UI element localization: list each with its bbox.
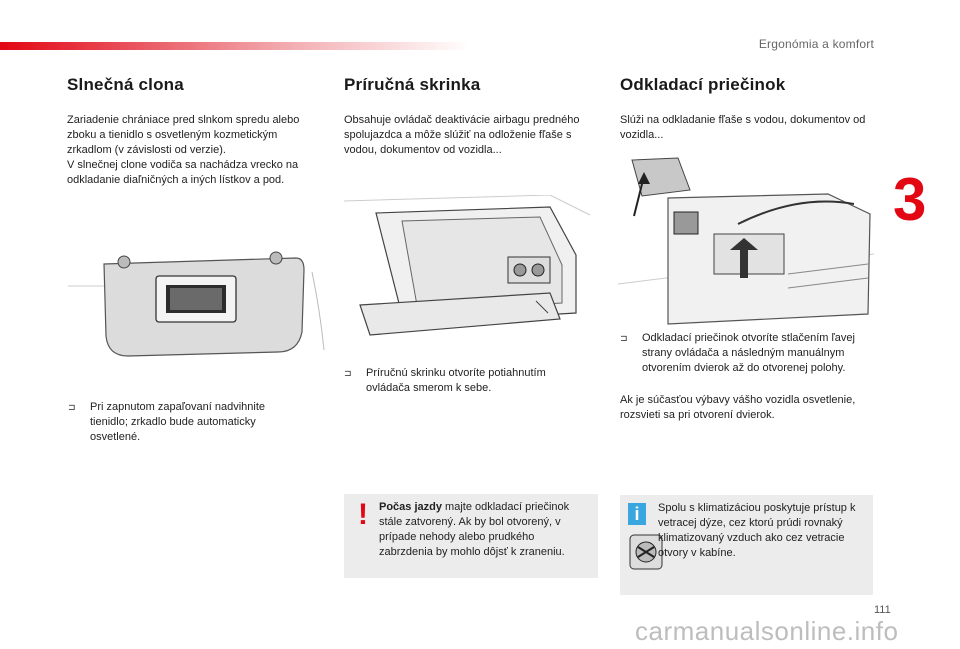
bullet-icon: ⊐ bbox=[68, 402, 76, 412]
warning-bold-text: Počas jazdy bbox=[379, 501, 442, 513]
warning-text bbox=[379, 500, 589, 560]
sun-visor-column bbox=[67, 75, 322, 188]
glovebox-warning-box bbox=[344, 494, 598, 578]
sun-visor-paragraph-2: V slnečnej clone vodiča sa nachádza vrecko na odkladanie diaľničných a iných lístkov a pod. bbox=[67, 159, 299, 186]
sun-visor-paragraph-1: Zariadenie chrániace pred slnkom spredu alebo zboku a tienidlo s osvetleným kozmetickým zrkadlom (v závislosti od verzie). bbox=[67, 114, 300, 156]
storage-paragraph: Slúži na odkladanie fľaše s vodou, dokumentov od vozidla... bbox=[620, 114, 866, 141]
page-number: 111 bbox=[874, 604, 891, 616]
storage-bullet bbox=[620, 331, 860, 376]
glovebox-title: Príručná skrinka bbox=[344, 75, 481, 94]
header-red-bar bbox=[0, 42, 470, 50]
sun-visor-bullet-text: Pri zapnutom zapaľovaní nadvihnite tienidlo; zrkadlo bude automaticky osvetlené. bbox=[90, 401, 266, 443]
info-icon: i bbox=[628, 503, 646, 525]
bullet-icon: ⊐ bbox=[620, 333, 628, 343]
storage-info-box bbox=[620, 495, 873, 595]
storage-illustration bbox=[618, 154, 874, 326]
info-text: Spolu s klimatizáciou poskytuje prístup k vetracej dýze, cez ktorú prúdi rovnaký klimatizovaný vzduch ako cez vetracie otvory v kabíne. bbox=[658, 502, 856, 559]
watermark: carmanualsonline.info bbox=[635, 616, 899, 646]
sun-visor-illustration bbox=[68, 240, 326, 380]
storage-paragraph-2: Ak je súčasťou výbavy vášho vozidla osvetlenie, rozsvieti sa pri otvorení dvierok. bbox=[620, 394, 856, 421]
glovebox-illustration bbox=[340, 195, 598, 347]
glovebox-bullet-text: Príručnú skrinku otvoríte potiahnutím ovládača smerom k sebe. bbox=[366, 367, 546, 394]
warning-rest-text: majte odkladací priečinok stále zatvorený. Ak by bol otvorený, v prípade nehody alebo prudkého zabrzdenia by mohlo dôjsť k zraneniu. bbox=[379, 501, 570, 558]
chapter-number: 3 bbox=[893, 166, 927, 233]
storage-title: Odkladací priečinok bbox=[620, 75, 786, 94]
sun-visor-title: Slnečná clona bbox=[67, 75, 184, 94]
section-title: Ergonómia a komfort bbox=[758, 37, 874, 51]
glovebox-column bbox=[344, 75, 589, 158]
sun-visor-bullet bbox=[68, 400, 303, 445]
bullet-icon: ⊐ bbox=[344, 368, 352, 378]
storage-column bbox=[620, 75, 880, 143]
storage-bullet-text: Odkladací priečinok otvoríte stlačením ľavej strany ovládača a následným manuálnym otvorením dvierok až do otvorenej polohy. bbox=[642, 332, 855, 374]
glovebox-bullet bbox=[344, 366, 579, 396]
glovebox-paragraph: Obsahuje ovládač deaktivácie airbagu predného spolujazdca a môže slúžiť na odloženie fľaše s vodou, dokumentov od vozidla... bbox=[344, 114, 580, 156]
warning-icon: ! bbox=[358, 498, 368, 531]
